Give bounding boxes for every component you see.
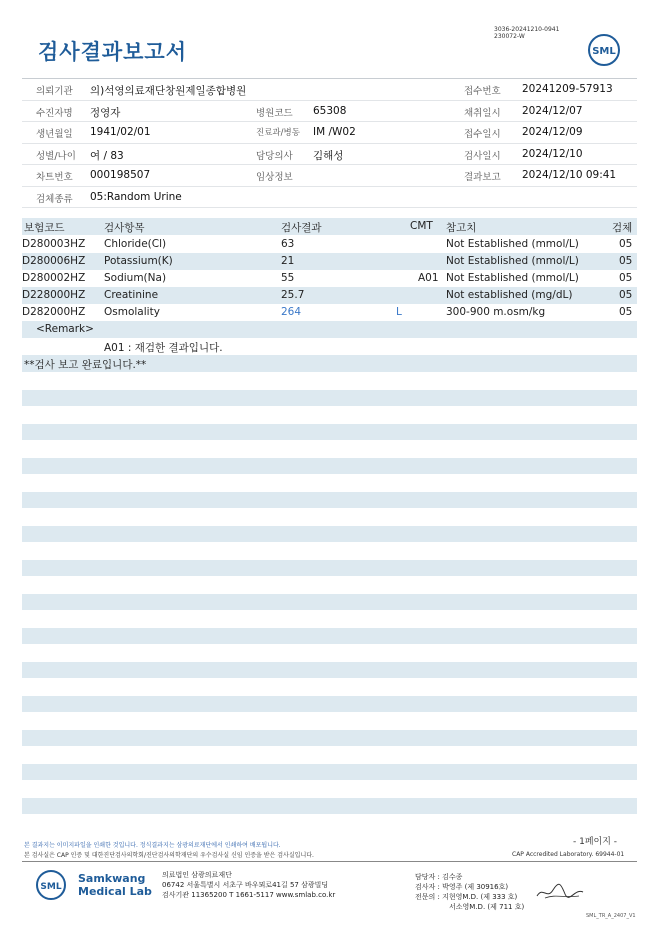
- lab-address: [162, 870, 335, 900]
- cell-ref: 300-900 m.osm/kg: [446, 306, 546, 318]
- info-row: [22, 101, 637, 123]
- remark-text: A01 : 재검한 결과입니다.: [104, 342, 223, 354]
- table-row: [22, 304, 637, 321]
- header-ref: 참고치: [446, 222, 477, 234]
- test-date-value: 2024/12/10: [522, 147, 583, 160]
- dept-value: IM /W02: [313, 126, 356, 138]
- empty-row-stripe: [22, 730, 637, 746]
- sml-logo: SML: [588, 34, 620, 66]
- receipt-no-value: 20241209-57913: [522, 83, 613, 95]
- cell-code: D280003HZ: [22, 238, 86, 250]
- clinical-label: 임상정보: [256, 172, 293, 183]
- receipt-date-label: 접수일시: [464, 129, 501, 140]
- birth-value: 1941/02/01: [90, 126, 151, 138]
- staff-specialist2: 서소영M.D. (제 711 호): [449, 903, 525, 911]
- specimen-type-value: 05:Random Urine: [90, 190, 182, 203]
- remark-title: <Remark>: [36, 323, 94, 335]
- complete-row: [22, 355, 637, 372]
- empty-row-stripe: [22, 628, 637, 644]
- document-id: [494, 26, 559, 40]
- cell-specimen: 05: [619, 255, 633, 267]
- staff-list: [415, 872, 524, 912]
- requester-value: 의)석영의료재단창원제일종합병원: [90, 85, 247, 97]
- document-id-line2: 230072-W: [494, 33, 525, 40]
- remark-row: [22, 321, 637, 338]
- cell-cmt: A01: [418, 272, 439, 284]
- table-row: [22, 236, 637, 253]
- test-date-label: 검사일시: [464, 150, 501, 162]
- cell-item: Osmolality: [104, 306, 160, 318]
- cell-result: 63: [281, 238, 295, 250]
- footer-divider: [22, 861, 637, 862]
- info-row: [22, 79, 637, 101]
- cell-result: 21: [281, 255, 295, 267]
- cell-item: Potassium(K): [104, 255, 173, 267]
- requester-label: 의뢰기관: [36, 86, 73, 97]
- page-number: - 1페이지 -: [573, 837, 618, 847]
- collect-date-label: 채취일시: [464, 107, 501, 119]
- info-row: [22, 165, 637, 187]
- patient-label: 수진자명: [36, 107, 73, 119]
- table-row: [22, 287, 637, 304]
- cell-result: 25.7: [281, 289, 305, 301]
- address-text: 06742 서울특별시 서초구 바우뫼로41길 57 삼광빌딩: [162, 881, 329, 889]
- cell-flag: L: [396, 306, 402, 318]
- empty-row-stripe: [22, 390, 637, 406]
- chart-no-value: 000198507: [90, 169, 151, 181]
- notice-cap-cert: 본 검사실은 CAP 인증 및 대한진단검사의학회/진단검사의학재단의 우수검사실 신임 인증을 받은 검사실입니다.: [24, 852, 314, 859]
- cell-code: D280006HZ: [22, 255, 86, 267]
- brand-name-line2: Medical Lab: [78, 885, 152, 898]
- brand-name-line1: Samkwang: [78, 872, 146, 885]
- header-item: 검사항목: [104, 222, 145, 234]
- cell-code: D228000HZ: [22, 289, 86, 301]
- chart-no-label: 차트번호: [36, 172, 73, 183]
- report-date-value: 2024/12/10 09:41: [522, 169, 617, 181]
- header-cmt: CMT: [410, 220, 433, 232]
- empty-row-stripe: [22, 696, 637, 712]
- info-row: [22, 187, 637, 209]
- staff-tester: 검사자 : 박영주 (제 30916호): [415, 883, 509, 891]
- contact-text: 검사기관 11365200 T 1661-5117 www.smlab.co.kr: [162, 891, 336, 899]
- patient-value: 정영자: [90, 106, 121, 119]
- doctor-value: 김해성: [313, 149, 344, 162]
- cell-result: 55: [281, 272, 295, 284]
- document-id-line1: 3036-20241210-0941: [494, 26, 560, 33]
- table-row: [22, 270, 637, 287]
- sex-age-value: 여 / 83: [90, 149, 124, 162]
- doctor-label: 담당의사: [256, 150, 293, 162]
- empty-row-stripe: [22, 492, 637, 508]
- info-row: [22, 144, 637, 166]
- empty-row-stripe: [22, 764, 637, 780]
- empty-row-stripe: [22, 458, 637, 474]
- empty-row-stripe: [22, 662, 637, 678]
- cap-accreditation: CAP Accredited Laboratory. 69944-01: [512, 851, 625, 858]
- empty-row-stripe: [22, 594, 637, 610]
- header-specimen: 검체: [612, 222, 633, 234]
- table-row: [22, 253, 637, 270]
- cell-item: Sodium(Na): [104, 272, 167, 284]
- cell-ref: Not Established (mmol/L): [446, 238, 579, 250]
- cell-ref: Not Established (mmol/L): [446, 272, 579, 284]
- brand-logo: SML: [36, 870, 66, 900]
- report-date-label: 결과보고: [464, 172, 501, 183]
- notice-image-copy: 본 결과지는 이미지파일을 인쇄한 것입니다. 정식결과지는 삼광의료재단에서 인쇄하여 배포됩니다.: [24, 842, 281, 849]
- empty-row-stripe: [22, 798, 637, 814]
- staff-contact: 담당자 : 김수종: [415, 873, 463, 881]
- cell-result: 264: [281, 306, 302, 318]
- cell-item: Chloride(Cl): [104, 238, 167, 250]
- dept-label: 진료과/병동: [256, 128, 300, 138]
- cell-ref: Not established (mg/dL): [446, 289, 573, 301]
- form-code: SML_TR_A_2407_V1: [586, 913, 636, 919]
- empty-row-stripe: [22, 424, 637, 440]
- info-row: [22, 122, 637, 144]
- report-title: 검사결과보고서: [38, 40, 188, 64]
- header-result: 검사결과: [281, 222, 322, 234]
- cell-specimen: 05: [619, 238, 633, 250]
- cell-ref: Not Established (mmol/L): [446, 255, 579, 267]
- specimen-type-label: 검체종류: [36, 193, 73, 205]
- cell-item: Creatinine: [104, 289, 159, 301]
- sex-age-label: 성별/나이: [36, 150, 76, 162]
- receipt-no-label: 접수번호: [464, 86, 501, 97]
- org-name: 의료법인 삼광의료재단: [162, 871, 232, 879]
- results-table-header: [22, 218, 637, 235]
- results-table-body: [22, 236, 637, 372]
- cell-code: D282000HZ: [22, 306, 86, 318]
- cell-code: D280002HZ: [22, 272, 86, 284]
- empty-row-stripe: [22, 526, 637, 542]
- empty-row-stripe: [22, 560, 637, 576]
- hospital-code-label: 병원코드: [256, 107, 293, 119]
- signature-image: [535, 880, 585, 904]
- cell-specimen: 05: [619, 289, 633, 301]
- receipt-date-value: 2024/12/09: [522, 126, 583, 138]
- header-code: 보험코드: [24, 222, 65, 234]
- remark-text-row: [22, 338, 637, 355]
- complete-text: **검사 보고 완료입니다.**: [24, 359, 147, 371]
- collect-date-value: 2024/12/07: [522, 104, 583, 117]
- brand-name: [78, 872, 152, 898]
- birth-label: 생년월일: [36, 129, 73, 140]
- cell-specimen: 05: [619, 306, 633, 318]
- hospital-code-value: 65308: [313, 104, 347, 117]
- patient-info-panel: [22, 78, 637, 208]
- cell-specimen: 05: [619, 272, 633, 284]
- staff-specialist: 전문의 : 지현영M.D. (제 333 호): [415, 893, 518, 901]
